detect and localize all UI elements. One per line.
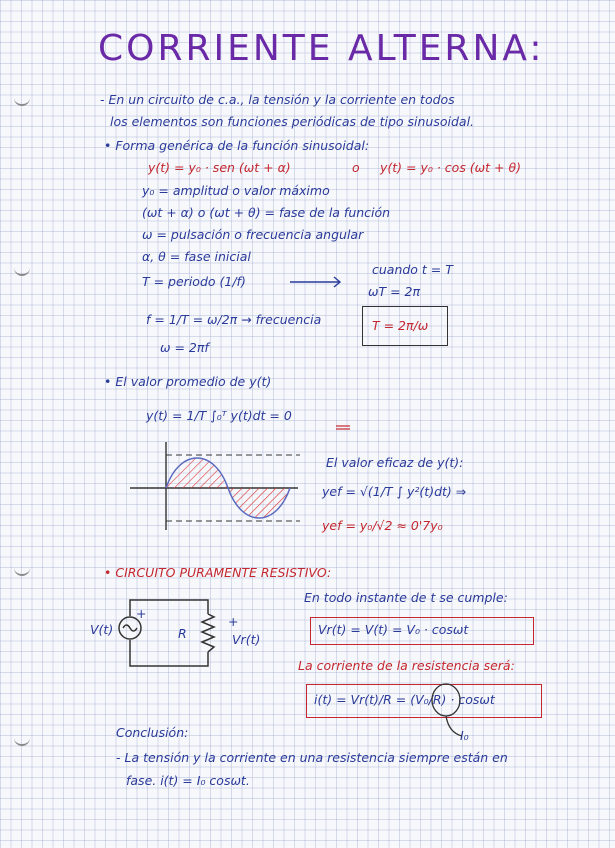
negative-area: [228, 488, 290, 518]
ac-source-wave: [123, 625, 137, 631]
positive-area: [166, 458, 228, 488]
when-line: cuando t = T: [372, 262, 453, 277]
vo-r-highlight: [432, 684, 462, 736]
circuit-wire: [130, 600, 208, 616]
resistive-heading: • CIRCUITO PURAMENTE RESISTIVO:: [104, 565, 332, 580]
page-title: CORRIENTE ALTERNA:: [98, 28, 545, 69]
circuit-wire: [130, 640, 208, 666]
amplitude-line: y₀ = amplitud o valor máximo: [142, 183, 330, 198]
resistor-label: R: [178, 626, 187, 641]
generic-heading: • Forma genérica de la función sinusoidal:: [104, 138, 370, 153]
intro-line-1: - En un circuito de c.a., la tensión y la corriente en todos: [100, 92, 455, 107]
current-heading: La corriente de la resistencia será:: [298, 658, 515, 673]
source-plus: +: [136, 606, 147, 621]
conclusion-heading: Conclusión:: [116, 725, 189, 740]
vr-formula: Vr(t) = V(t) = V₀ · cosωt: [318, 622, 469, 637]
effective-formula: yef = √(1/T ∫ y²(t)dt) ⇒: [322, 484, 467, 499]
resistor-icon: [202, 614, 214, 652]
formula-or: o: [352, 160, 360, 175]
formula-cos: y(t) = y₀ · cos (ωt + θ): [380, 160, 521, 175]
current-formula: i(t) = Vr(t)/R = (V₀/R) · cosωt: [314, 692, 495, 707]
resistor-plus: +: [228, 614, 239, 629]
period-box-formula: T = 2π/ω: [372, 318, 429, 333]
instant-line: En todo instante de t se cumple:: [304, 590, 508, 605]
conclusion-line-2: fase. i(t) = I₀ cosωt.: [126, 773, 250, 788]
zero-underline: [336, 426, 350, 429]
average-heading: • El valor promedio de y(t): [104, 374, 272, 389]
conclusion-line-1: - La tensión y la corriente en una resistencia siempre están en: [116, 750, 508, 765]
intro-line-2: los elementos son funciones periódicas de tipo sinusoidal.: [110, 114, 475, 129]
period-line: T = periodo (1/f): [142, 274, 246, 289]
initial-phase-line: α, θ = fase inicial: [142, 249, 251, 264]
omega-line: ω = 2πf: [160, 340, 209, 355]
wt-line: ωT = 2π: [368, 284, 421, 299]
ac-circuit: [119, 600, 214, 666]
effective-approx: yef = y₀/√2 ≈ 0'7y₀: [322, 518, 443, 533]
i0-annotation: I₀: [460, 728, 469, 743]
pulsation-line: ω = pulsación o frecuencia angular: [142, 227, 364, 242]
period-arrow: [290, 277, 340, 287]
frequency-line: f = 1/T = ω/2π → frecuencia: [146, 312, 322, 327]
average-formula: y(t) = 1/T ∫₀ᵀ y(t)dt = 0: [146, 408, 292, 423]
vr-label: Vr(t): [232, 632, 261, 647]
sine-graph: [130, 442, 300, 530]
formula-sin: y(t) = y₀ · sen (ωt + α): [148, 160, 291, 175]
source-label: V(t): [90, 622, 114, 637]
phase-line: (ωt + α) o (ωt + θ) = fase de la función: [142, 205, 391, 220]
effective-heading: El valor eficaz de y(t):: [326, 455, 464, 470]
